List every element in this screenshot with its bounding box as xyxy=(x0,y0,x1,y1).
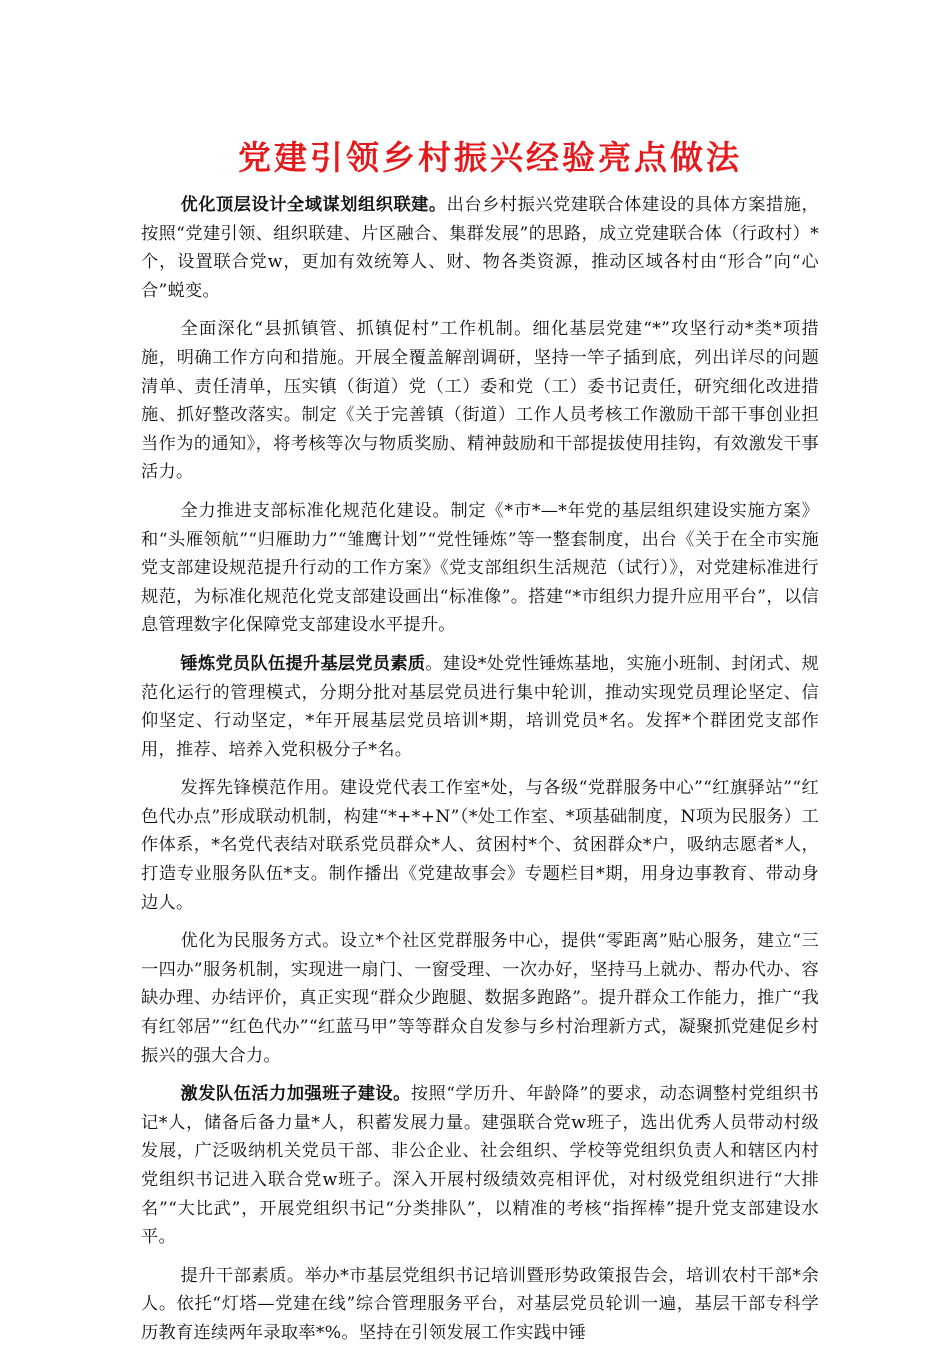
paragraph-text: 提升干部素质。举办*市基层党组织书记培训暨形势政策报告会，培训农村干部*余人。依托“灯塔—党建在线”综合管理服务平台，对基层党员轮训一遍，基层干部专科学历教育连续两年录取率*%。坚持在引领发展工作实践中锤 xyxy=(141,1265,819,1343)
paragraph-2 xyxy=(141,315,819,487)
paragraph-text: 优化为民服务方式。设立*个社区党群服务中心，提供“零距离”贴心服务，建立“三一四办”服务机制，实现进一扇门、一窗受理、一次办好，坚持马上就办、帮办代办、容缺办理、办结评价，真正实现“群众少跑腿、数据多跑路”。提升群众工作能力，推广“我有红邻居”“红色代办”“红蓝马甲”等等群众自发参与乡村治理新方式，凝聚抓党建促乡村振兴的强大合力。 xyxy=(141,931,819,1066)
paragraph-text: 按照“学历升、年龄降”的要求，动态调整村党组织书记*人，储备后备力量*人，积蓄发展力量。建强联合党w班子，选出优秀人员带动村级发展，广泛吸纳机关党员干部、非公企业、社会组织、学校等党组织负责人和辖区内村党组织书记进入联合党w班子。深入开展村级绩效亮相评优，对村级党组织进行“大排名”“大比武”，开展党组织书记“分类排队”，以精准的考核“指挥棒”提升党支部建设水平。 xyxy=(141,1084,820,1248)
paragraph-text: 出台乡村振兴党建联合体建设的具体方案措施，按照“党建引领、组织联建、片区融合、集群发展”的思路，成立党建联合体（行政村）*个，设置联合党w，更加有效统筹人、财、物各类资源，推动区域各村由“形合”向“心合”蜕变。 xyxy=(141,195,819,301)
paragraph-lead: 激发队伍活力加强班子建设。 xyxy=(180,1084,411,1105)
paragraph-3 xyxy=(141,497,819,640)
paragraph-text: 全力推进支部标准化规范化建设。制定《*市*—*年党的基层组织建设实施方案》和“头雁领航”“归雁助力”“雏鹰计划”“党性锤炼”等一整套制度，出台《关于在全市实施党支部建设规范提升行动的工作方案》《党支部组织生活规范（试行）》，对党建标准进行规范，为标准化规范化党支部建设画出“标准像”。搭建“*市组织力提升应用平台”，以信息管理数字化保障党支部建设水平提升。 xyxy=(141,500,819,636)
paragraph-lead: 优化顶层设计全域谋划组织联建。 xyxy=(180,195,447,215)
paragraph-text: 发挥先锋模范作用。建设党代表工作室*处，与各级“党群服务中心”“红旗驿站”“红色代办点”形成联动机制，构建“*+*+N”（*处工作室、*项基础制度，N项为民服务）工作体系，*名党代表结对联系党员群众*人、贫困村*个、贫困群众*户，吸纳志愿者*人，打造专业服务队伍*支。制作播出《党建故事会》专题栏目*期，用身边事教育、带动身边人。 xyxy=(141,778,819,913)
paragraph-7 xyxy=(141,1080,819,1252)
paragraph-text: 全面深化“县抓镇管、抓镇促村”工作机制。细化基层党建“*”攻坚行动*类*项措施，明确工作方向和措施。开展全覆盖解剖调研，坚持一竿子插到底，列出详尽的问题清单、责任清单，压实镇（街道）党（工）委和党（工）委书记责任，研究细化改进措施、抓好整改落实。制定《关于完善镇（街道）工作人员考核工作激励干部干事创业担当作为的通知》，将考核等次与物质奖励、精神鼓励和干部提拔使用挂钩，有效激发干事活力。 xyxy=(141,319,819,483)
document-body xyxy=(141,191,819,1358)
paragraph-text: 。建设*处党性锤炼基地，实施小班制、封闭式、规范化运行的管理模式，分期分批对基层党员进行集中轮训，推动实现党员理论坚定、信仰坚定、行动坚定，*年开展基层党员培训*期，培训党员*名。发挥*个群团党支部作用，推荐、培养入党积极分子*名。 xyxy=(141,653,819,760)
paragraph-5 xyxy=(141,774,819,917)
document-title: 党建引领乡村振兴经验亮点做法 xyxy=(238,138,742,177)
paragraph-6 xyxy=(141,927,819,1070)
paragraph-4 xyxy=(141,650,819,764)
paragraph-8 xyxy=(141,1262,819,1348)
paragraph-1 xyxy=(141,191,819,305)
paragraph-lead: 锤炼党员队伍提升基层党员素质 xyxy=(180,653,426,674)
